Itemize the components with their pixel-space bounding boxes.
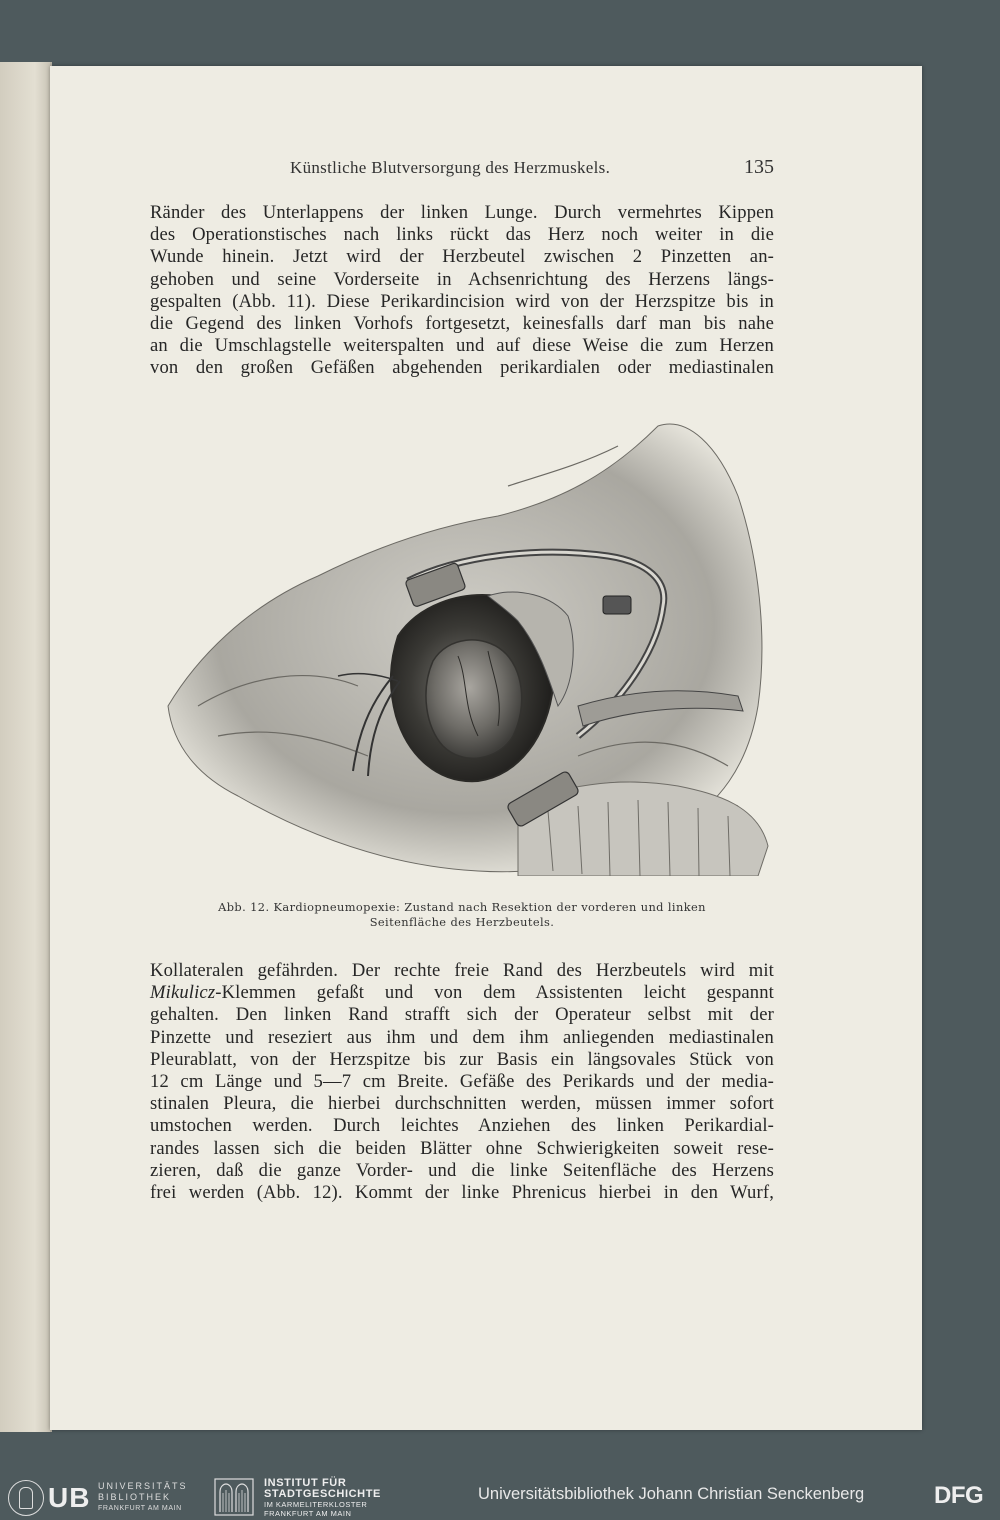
institute-line-3: IM KARMELITERKLOSTER — [264, 1500, 368, 1509]
institute-name — [264, 1478, 381, 1518]
text-line: Kollateralen gefährden. Der rechte freie Rand des Herzbeutels wird mit — [150, 960, 774, 981]
text-line: 12 cm Länge und 5—7 cm Breite. Gefäße des Perikards und der media- — [150, 1070, 774, 1092]
book-page — [50, 66, 922, 1430]
paragraph-2 — [150, 960, 774, 1204]
surgical-illustration — [158, 406, 778, 876]
footer-bar — [0, 1470, 1000, 1520]
page-number: 135 — [744, 156, 774, 178]
university-seal-icon — [8, 1480, 44, 1516]
text-line: Pinzette und reseziert aus ihm und dem ihm anliegenden mediastinalen — [150, 1026, 774, 1048]
text-line: zieren, daß die ganze Vorder- und die linke Seitenfläche des Herzens — [150, 1159, 774, 1181]
text-line: Wunde hinein. Jetzt wird der Herzbeutel zwischen 2 Pinzetten an- — [150, 246, 774, 268]
text-line: von den großen Gefäßen abgehenden perikardialen oder mediastinalen — [150, 357, 774, 379]
text-line: Mikulicz-Klemmen gefaßt und von dem Assistenten leicht gespannt — [150, 982, 774, 1004]
text-line: frei werden (Abb. 12). Kommt der linke Phrenicus hierbei in den Wurf, — [150, 1181, 774, 1203]
ub-line-1: UNIVERSITÄTS — [98, 1481, 188, 1491]
text-line: gehoben und seine Vorderseite in Achsenrichtung des Herzens längs- — [150, 268, 774, 290]
caption-line-1: Abb. 12. Kardiopneumopexie: Zustand nach Resektion der vorderen und linken — [218, 900, 706, 914]
ub-line-2: BIBLIOTHEK — [98, 1492, 172, 1502]
dfg-logo: DFG — [934, 1482, 984, 1509]
institute-building-icon — [214, 1478, 254, 1516]
caption-line-2: Seitenfläche des Herzbeutels. — [369, 915, 555, 929]
text-line: umstochen werden. Durch leichtes Anziehen des linken Perikardial- — [150, 1115, 774, 1137]
ub-line-3: FRANKFURT AM MAIN — [98, 1505, 182, 1512]
paragraph-1 — [150, 202, 774, 380]
text-line: Ränder des Unterlappens der linken Lunge. Durch vermehrtes Kippen — [150, 202, 774, 223]
text-line: an die Umschlagstelle weiterspalten und auf diese Weise die zum Herzen — [150, 335, 774, 357]
ub-library-name — [98, 1481, 188, 1514]
left-facing-page — [0, 62, 52, 1432]
text-line: randes lassen sich die beiden Blätter ohne Schwierigkeiten soweit rese- — [150, 1137, 774, 1159]
text-line: gehalten. Den linken Rand strafft sich der Operateur selbst mit der — [150, 1004, 774, 1026]
running-head-title: Künstliche Blutversorgung des Herzmuskels. — [290, 158, 611, 177]
text-line: die Gegend des linken Vorhofs fortgesetzt, keinesfalls darf man bis nahe — [150, 312, 774, 334]
institute-line-2: STADTGESCHICHTE — [264, 1488, 381, 1500]
text-line: gespalten (Abb. 11). Diese Perikardincision wird von der Herzspitze bis in — [150, 290, 774, 312]
text-line: des Operationstisches nach links rückt das Herz noch weiter in die — [150, 224, 774, 246]
text-line: stinalen Pleura, die hierbei durchschnitten werden, müssen immer sofort — [150, 1093, 774, 1115]
figure-caption — [150, 900, 774, 930]
library-name: Universitätsbibliothek Johann Christian Senckenberg — [478, 1485, 865, 1503]
ub-mark: UB — [48, 1482, 91, 1513]
institute-line-1: INSTITUT FÜR — [264, 1477, 347, 1489]
text-line: Pleurablatt, von der Herzspitze bis zur Basis ein längsovales Stück von — [150, 1048, 774, 1070]
illustration-drawing — [158, 406, 778, 876]
institute-line-4: FRANKFURT AM MAIN — [264, 1509, 352, 1518]
